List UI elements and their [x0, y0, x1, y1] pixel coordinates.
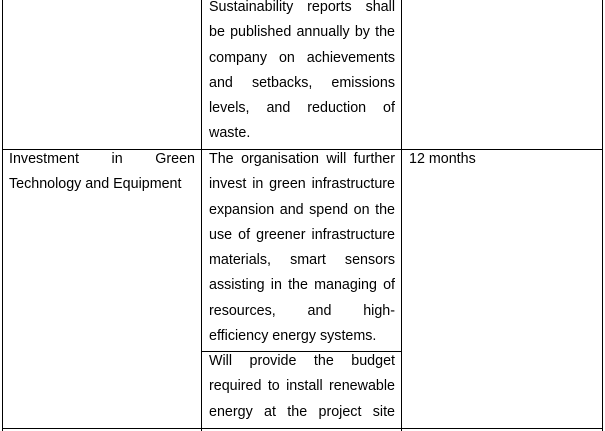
action-line: assisting in the managing of: [209, 277, 395, 294]
action-line: energy at the project site: [209, 403, 395, 420]
criterion-line: Technology and Equipment: [9, 176, 182, 193]
action-line: waste.: [209, 125, 251, 142]
criterion-cell-green-investment: [9, 147, 195, 198]
action-line: required to install renewable: [209, 378, 395, 395]
action-line: invest in green infrastructure: [209, 176, 395, 193]
action-line: efficiency energy systems.: [209, 328, 377, 345]
action-line: The organisation will further: [209, 151, 395, 167]
table-border-bottom: [2, 428, 603, 429]
action-line: expansion and spend on the: [209, 201, 395, 218]
action-line: and setbacks, emissions: [209, 74, 395, 91]
action-line: resources, and high-: [209, 302, 395, 319]
action-cell-renewable-budget: [209, 349, 395, 425]
action-line: be published annually by the: [209, 24, 395, 41]
action-line: materials, smart sensors: [209, 252, 395, 269]
action-line: Will provide the budget: [209, 353, 395, 369]
criterion-line: Investment in Green: [9, 151, 195, 167]
table-border-left: [2, 0, 3, 431]
timeframe-value: 12 months: [409, 151, 476, 167]
table-border-col2: [401, 0, 402, 431]
action-line: Sustainability reports shall: [209, 0, 395, 15]
table-border-col1: [201, 0, 202, 431]
action-line: levels, and reduction of: [209, 100, 395, 117]
table-border-right: [602, 0, 603, 431]
action-cell-sustainability-reports: [209, 0, 395, 147]
action-cell-green-infrastructure: [209, 147, 395, 349]
action-line: use of greener infrastructure: [209, 226, 395, 243]
action-line: company on achievements: [209, 49, 395, 66]
timeframe-cell: [409, 147, 595, 172]
